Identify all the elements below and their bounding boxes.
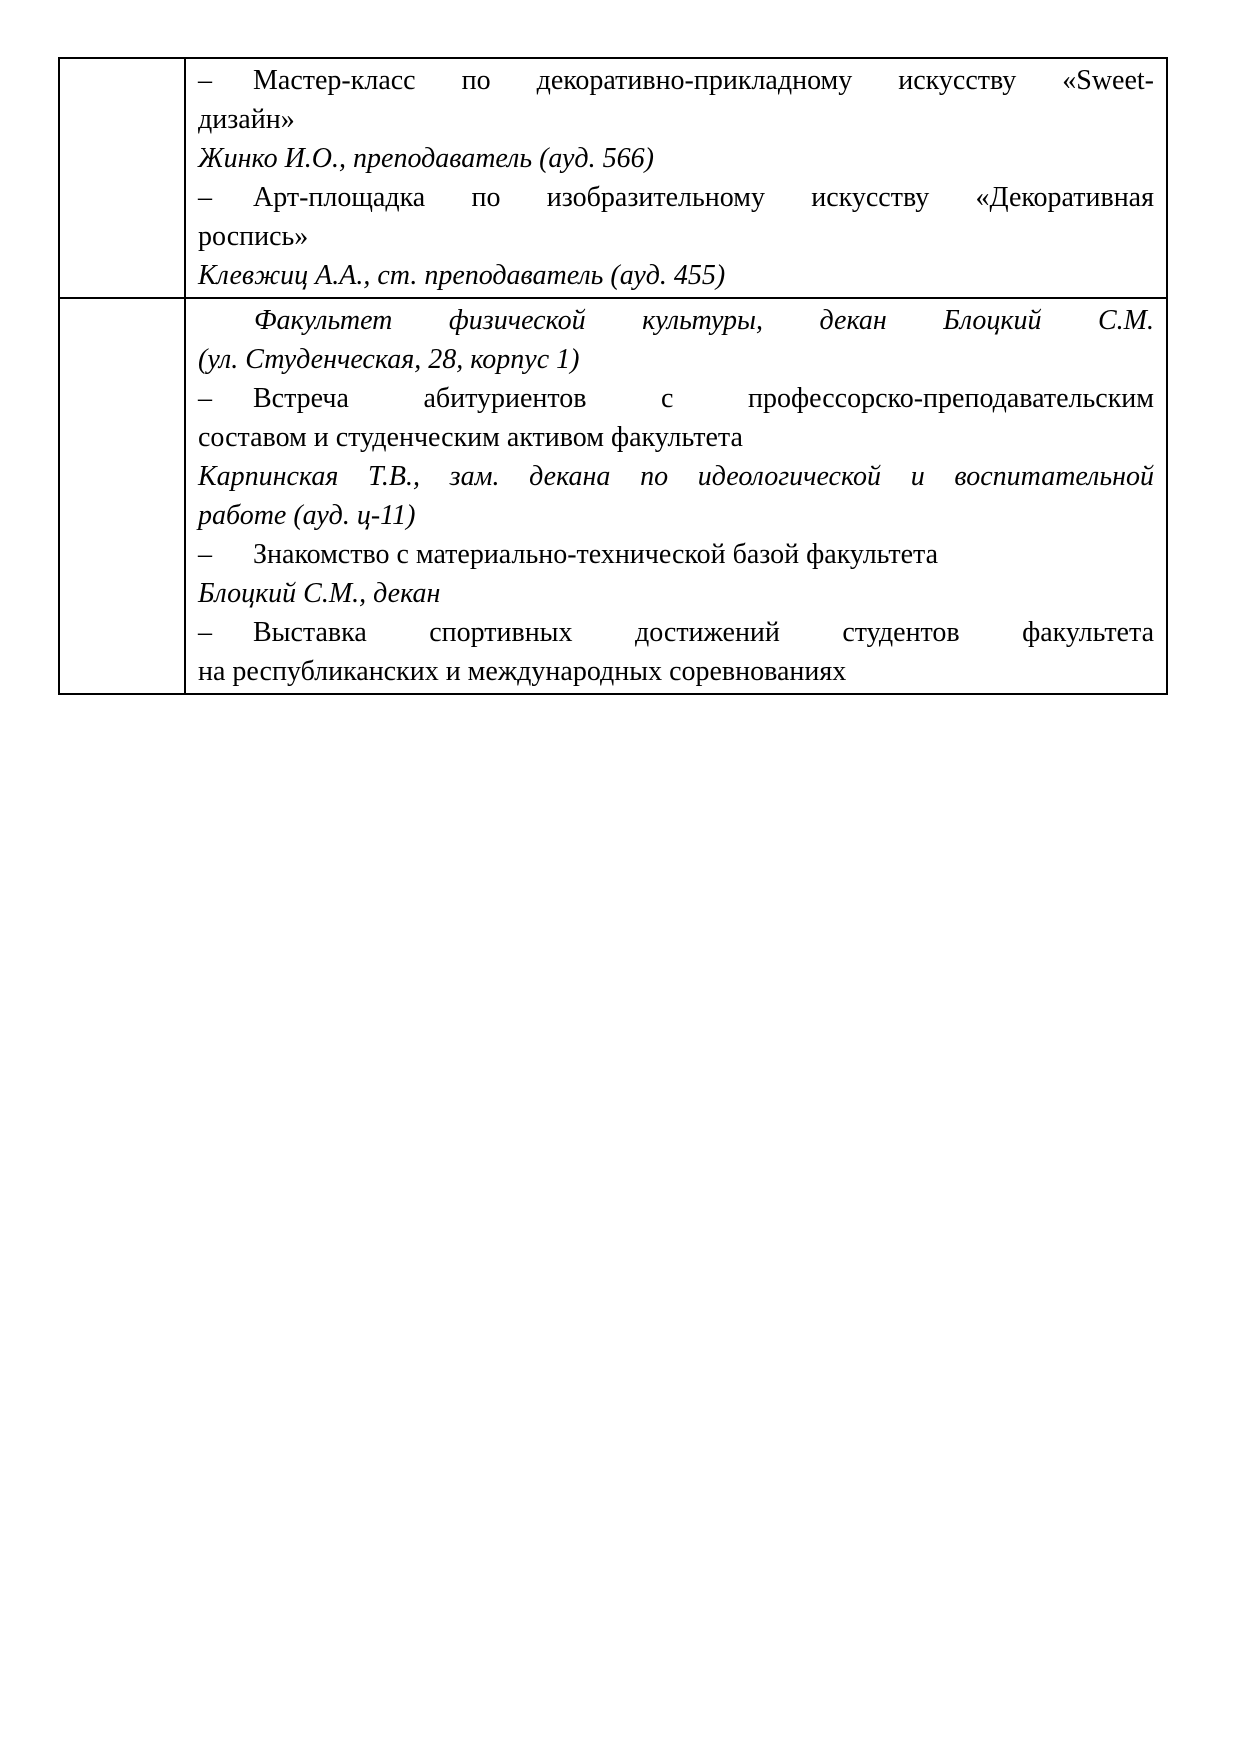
line-text: Выставка спортивных достижений студентов факультета bbox=[253, 617, 1154, 648]
presenter-line bbox=[198, 574, 1154, 613]
line-text: Блоцкий С.М., декан bbox=[198, 578, 441, 609]
line-text: (ул. Студенческая, 28, корпус 1) bbox=[198, 344, 580, 375]
line-text: составом и студенческим активом факультета bbox=[198, 422, 743, 453]
events-cell bbox=[184, 299, 1166, 693]
faculty-address-line bbox=[198, 340, 1154, 379]
dash-marker: – bbox=[198, 182, 212, 213]
presenter-line bbox=[198, 496, 1154, 535]
dash-marker: – bbox=[198, 383, 212, 414]
line-text: роспись» bbox=[198, 221, 309, 252]
event-line bbox=[198, 217, 1154, 256]
line-text: работе (ауд. ц-11) bbox=[198, 500, 416, 531]
events-schedule-table bbox=[58, 57, 1168, 695]
presenter-line bbox=[198, 139, 1154, 178]
dash-marker: – bbox=[198, 617, 212, 648]
event-line bbox=[198, 418, 1154, 457]
line-text: Факультет физической культуры, декан Блоцкий С.М. bbox=[254, 305, 1154, 336]
line-text: Клевжиц А.А., ст. преподаватель (ауд. 455) bbox=[198, 260, 726, 291]
table-row-1 bbox=[60, 59, 1166, 297]
events-cell bbox=[184, 59, 1166, 297]
line-text: дизайн» bbox=[198, 104, 295, 135]
presenter-line bbox=[198, 256, 1154, 295]
line-text: Знакомство с материально-технической базой факультета bbox=[253, 539, 939, 570]
event-line bbox=[198, 100, 1154, 139]
event-line bbox=[198, 61, 1154, 100]
event-line bbox=[198, 652, 1154, 691]
time-cell bbox=[60, 59, 184, 297]
line-text: Карпинская Т.В., зам. декана по идеологической и воспитательной bbox=[198, 461, 1154, 492]
table-row-2 bbox=[60, 297, 1166, 693]
presenter-line bbox=[198, 457, 1154, 496]
event-line bbox=[198, 535, 1154, 574]
event-line bbox=[198, 379, 1154, 418]
event-line bbox=[198, 613, 1154, 652]
faculty-heading-line bbox=[198, 301, 1154, 340]
line-text: Арт-площадка по изобразительному искусству «Декоративная bbox=[253, 182, 1154, 213]
line-text: Встреча абитуриентов с профессорско-преподавательским bbox=[253, 383, 1154, 414]
event-line bbox=[198, 178, 1154, 217]
dash-marker: – bbox=[198, 65, 212, 96]
dash-marker: – bbox=[198, 539, 212, 570]
time-cell bbox=[60, 299, 184, 693]
line-text: Мастер-класс по декоративно-прикладному искусству «Sweet- bbox=[253, 65, 1154, 96]
line-text: на республиканских и международных соревнованиях bbox=[198, 656, 847, 687]
line-text: Жинко И.О., преподаватель (ауд. 566) bbox=[198, 143, 654, 174]
